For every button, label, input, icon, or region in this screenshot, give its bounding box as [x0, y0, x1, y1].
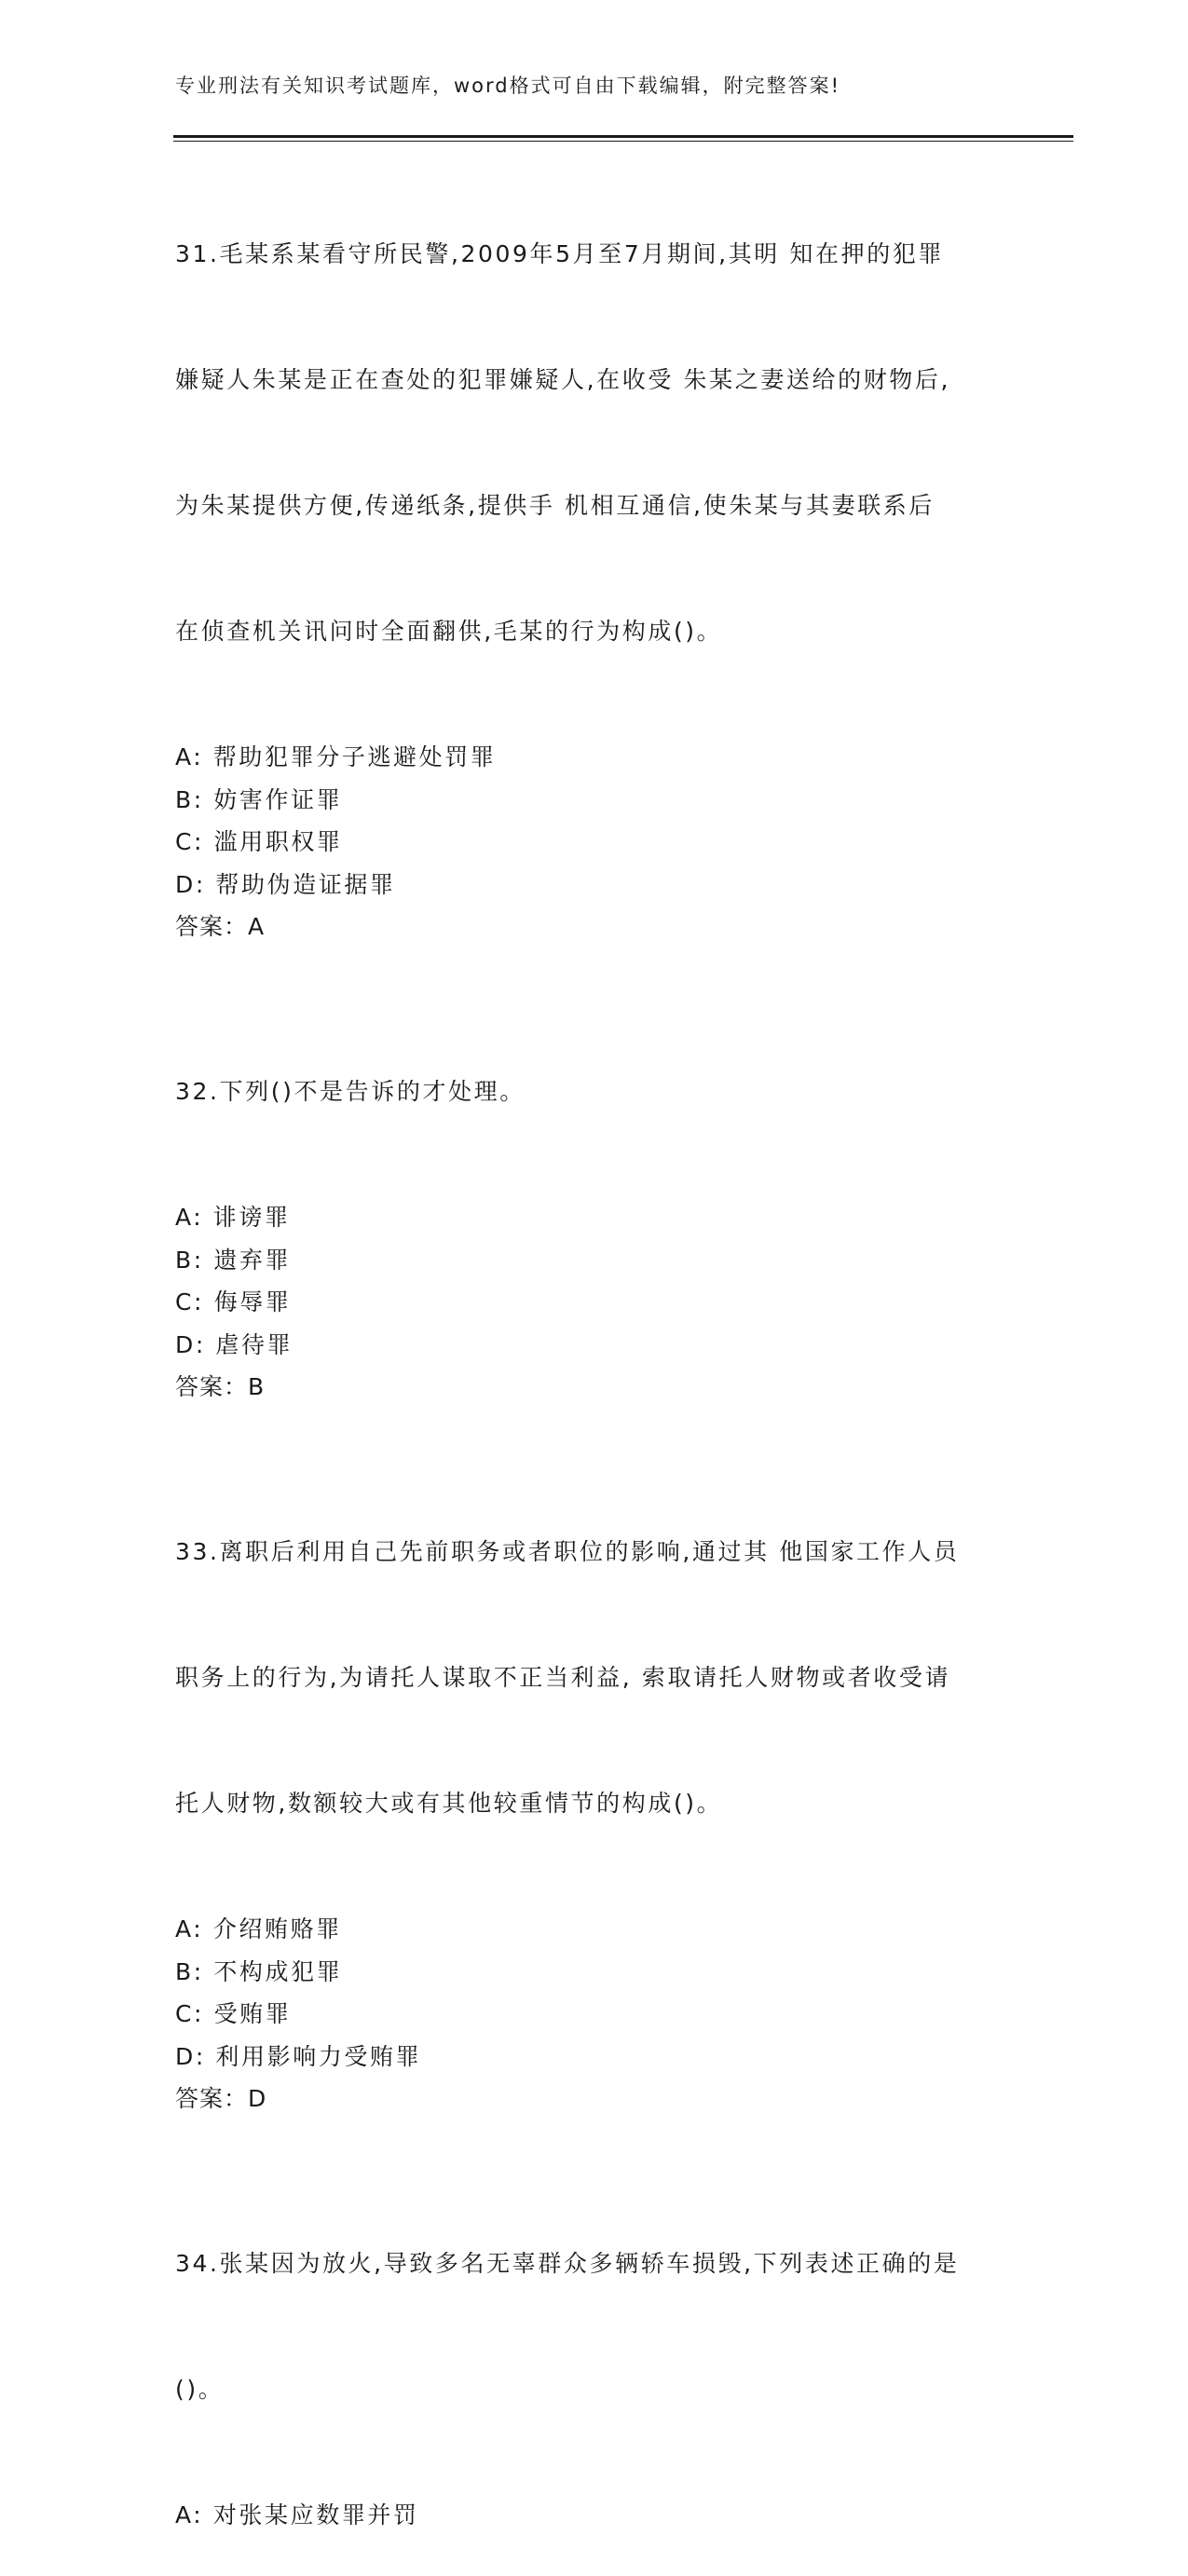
- question-stem: [175, 149, 1032, 736]
- option-a: A: 帮助犯罪分子逃避处罚罪: [175, 743, 497, 770]
- answer-line: 答案：B: [175, 1373, 266, 1400]
- stem-line: 31.毛某系某看守所民警,2009年5月至7月期间,其明 知在押的犯罪: [175, 240, 945, 267]
- question-31: [175, 149, 1032, 947]
- option-c: C: 受贿罪: [175, 2000, 292, 2027]
- option-d: D: 利用影响力受贿罪: [175, 2042, 422, 2070]
- option-d: D: 帮助伪造证据罪: [175, 870, 396, 898]
- option-a: A: 诽谤罪: [175, 1204, 291, 1231]
- question-stem: [175, 2159, 1032, 2494]
- stem-line: 32.下列()不是告诉的才处理。: [175, 1078, 526, 1105]
- stem-line: 在侦查机关讯问时全面翻供,毛某的行为构成()。: [175, 618, 723, 645]
- stem-line: 34.张某因为放火,导致多名无辜群众多辆轿车损毁,下列表述正确的是: [175, 2250, 960, 2277]
- option-list: [175, 1196, 1032, 1366]
- option-c: C: 滥用职权罪: [175, 828, 343, 855]
- question-stem: [175, 987, 1032, 1196]
- stem-line: 33.离职后利用自己先前职务或者职位的影响,通过其 他国家工作人员: [175, 1538, 960, 1565]
- question-stem: [175, 1447, 1032, 1908]
- option-a: A: 对张某应数罪并罚: [175, 2501, 419, 2528]
- stem-line: 托人财物,数额较大或有其他较重情节的构成()。: [175, 1790, 723, 1817]
- option-b: B: 妨害作证罪: [175, 785, 343, 813]
- header-rule-thin: [173, 141, 1073, 142]
- option-d: D: 虐待罪: [175, 1330, 294, 1358]
- page-header: 专业刑法有关知识考试题库，word格式可自由下载编辑，附完整答案!: [175, 75, 841, 97]
- option-list: [175, 1908, 1032, 2078]
- question-34: [175, 2159, 1032, 2537]
- question-32: [175, 987, 1032, 1408]
- option-b: B: 遗弃罪: [175, 1246, 292, 1274]
- stem-line: 职务上的行为,为请托人谋取不正当利益, 索取请托人财物或者收受请: [175, 1664, 951, 1691]
- option-list: [175, 2494, 1032, 2537]
- question-33: [175, 1447, 1032, 2119]
- header-rule-thick: [173, 135, 1073, 138]
- stem-line: ()。: [175, 2376, 225, 2403]
- option-list: [175, 736, 1032, 906]
- answer-line: 答案：D: [175, 2085, 267, 2112]
- stem-line: 嫌疑人朱某是正在查处的犯罪嫌疑人,在收受 朱某之妻送给的财物后,: [175, 366, 951, 393]
- stem-line: 为朱某提供方便,传递纸条,提供手 机相互通信,使朱某与其妻联系后: [175, 492, 935, 519]
- answer-line: 答案：A: [175, 913, 266, 940]
- question-list: [175, 149, 1032, 2576]
- option-b: B: 不构成犯罪: [175, 1957, 343, 1985]
- option-a: A: 介绍贿赂罪: [175, 1915, 342, 1942]
- option-c: C: 侮辱罪: [175, 1288, 292, 1315]
